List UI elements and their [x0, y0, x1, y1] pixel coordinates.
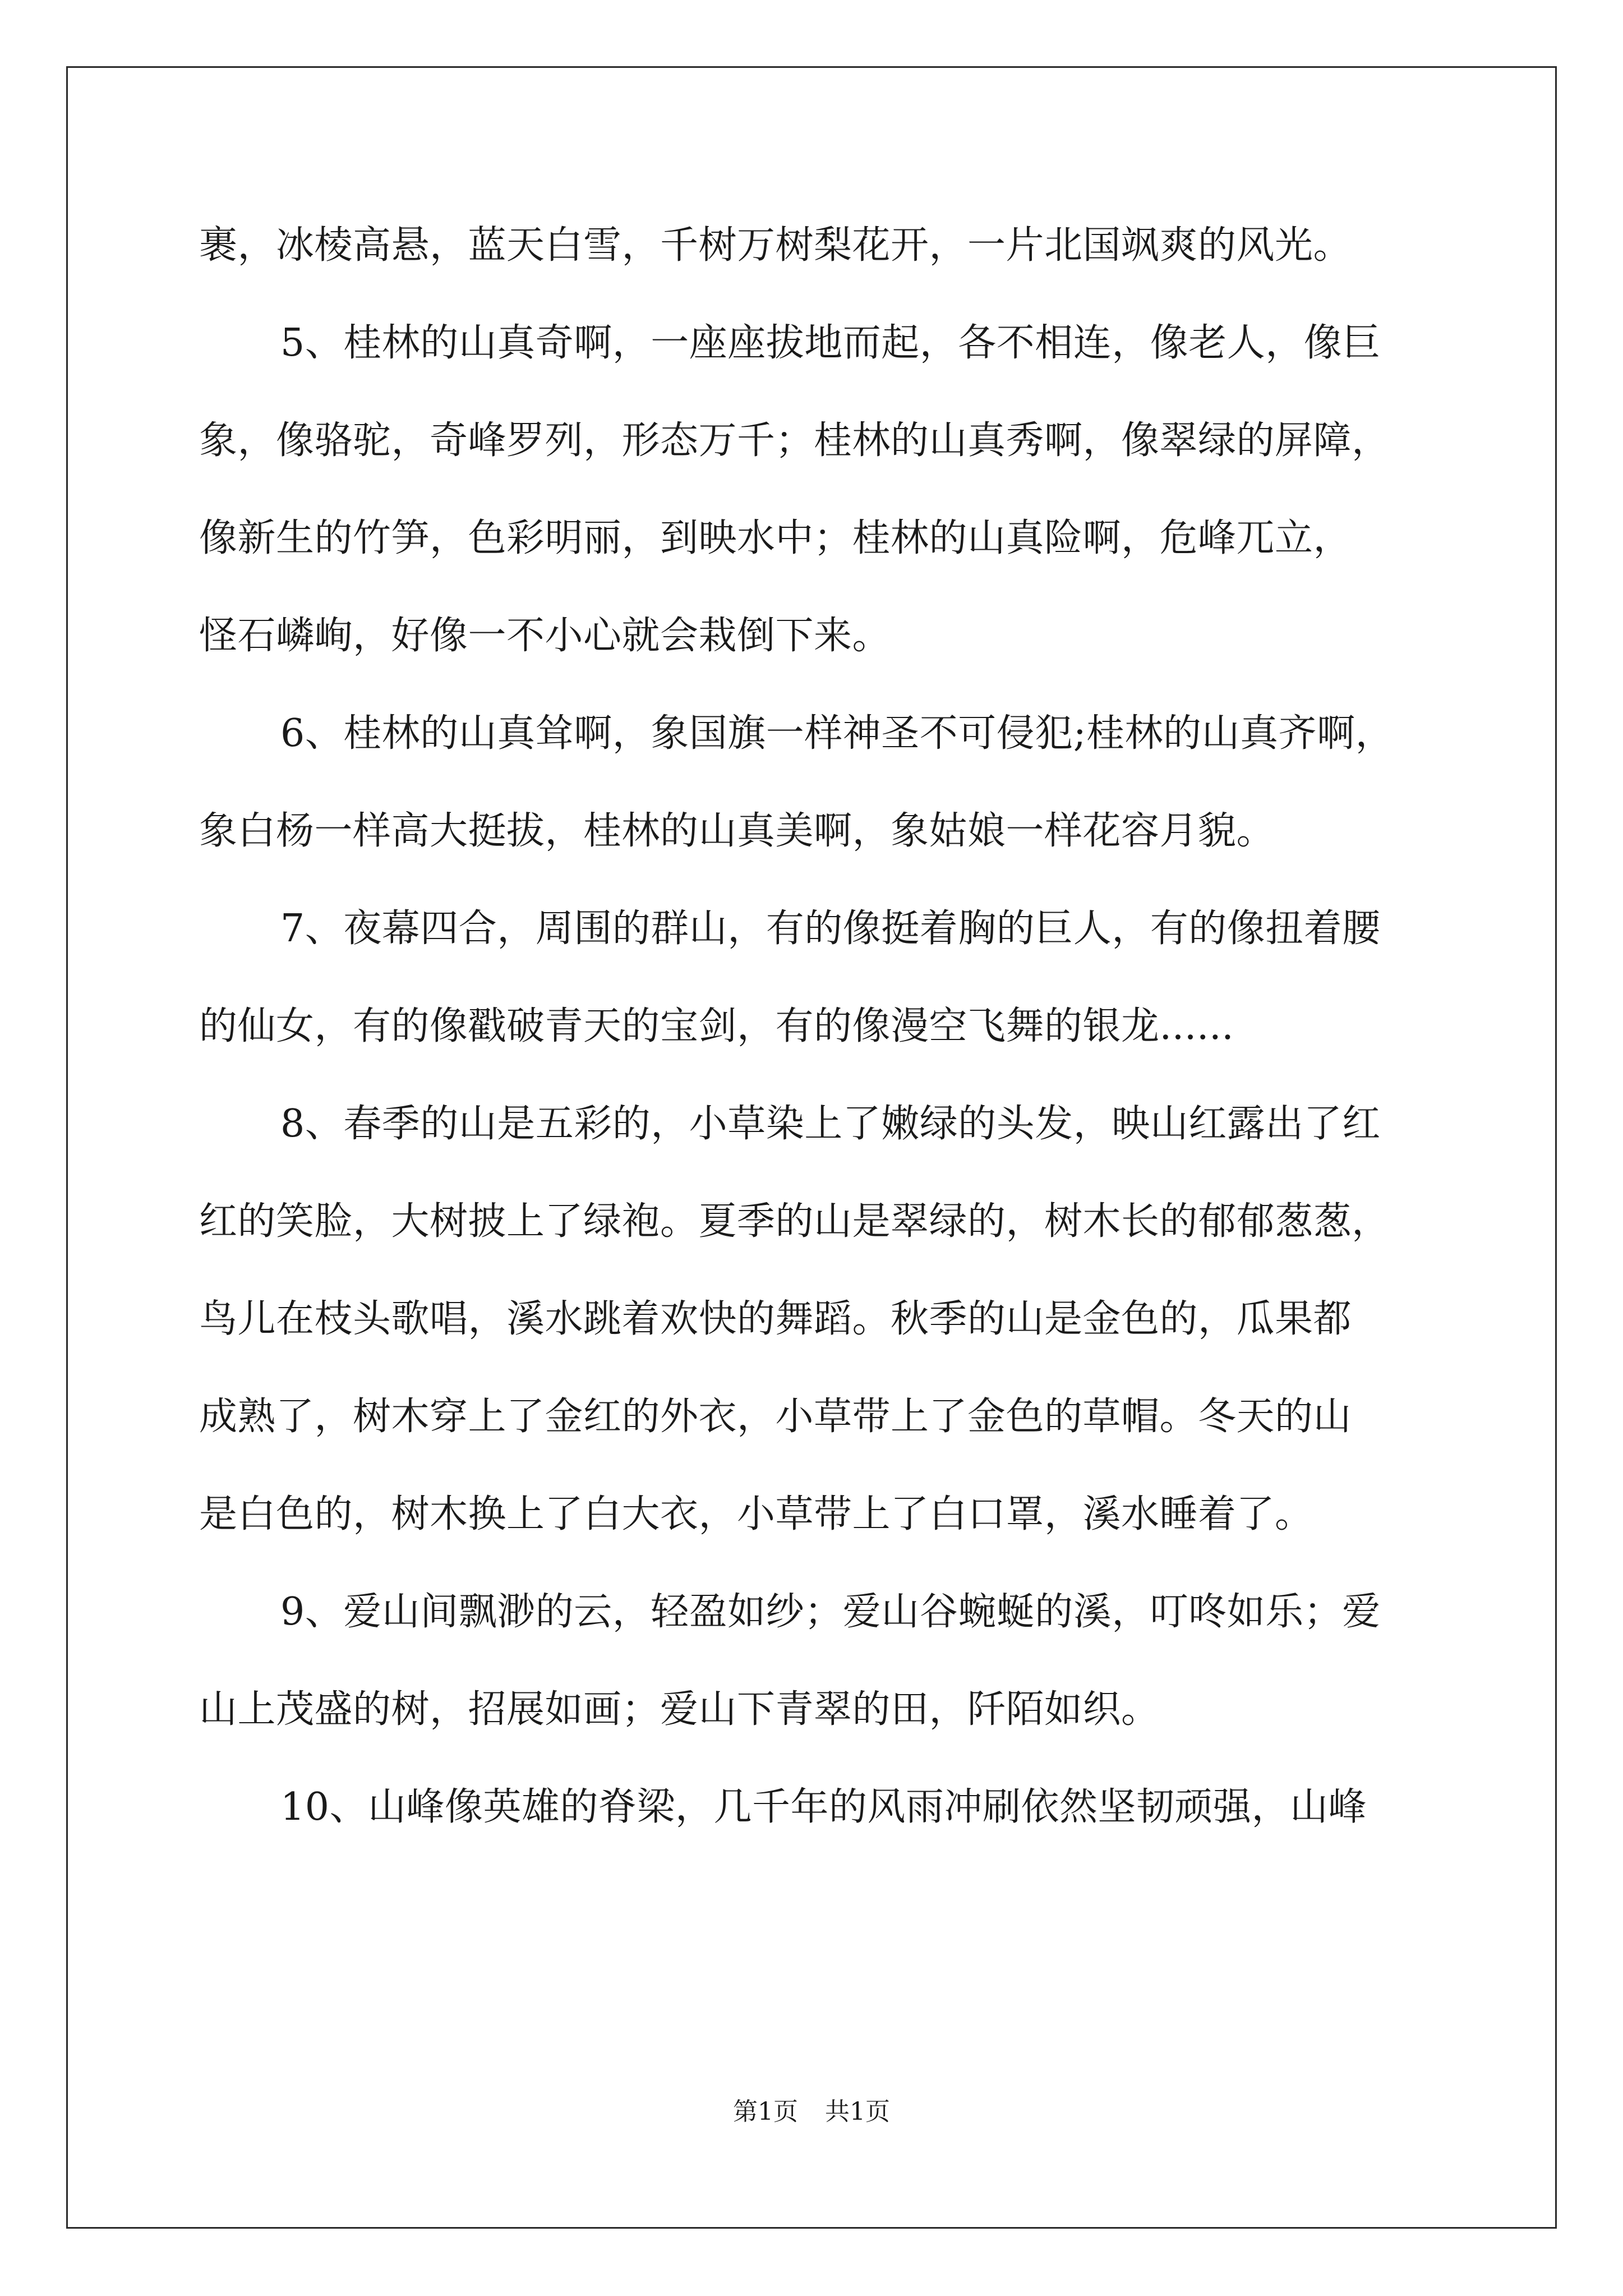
text-line-6: 6、桂林的山真耸啊，象国旗一样神圣不可侵犯;桂林的山真齐啊，	[280, 711, 1394, 756]
text-line-12: 鸟儿在枝头歌唱，溪水跳着欢快的舞蹈。秋季的山是金色的，瓜果都	[199, 1297, 1352, 1341]
text-line-7: 象白杨一样高大挺拔，桂林的山真美啊，象姑娘一样花容月貌。	[199, 809, 1275, 853]
text-line-2: 5、桂林的山真奇啊，一座座拔地而起，各不相连，像老人，像巨	[280, 321, 1381, 365]
document-body	[199, 212, 1427, 1871]
text-line-16: 山上茂盛的树，招展如画；爱山下青翠的田，阡陌如织。	[199, 1687, 1160, 1732]
text-line-3: 象，像骆驼，奇峰罗列，形态万千；桂林的山真秀啊，像翠绿的屏障，	[199, 418, 1390, 463]
text-line-17: 10、山峰像英雄的脊梁，几千年的风雨冲刷依然坚韧顽强，山峰	[280, 1785, 1367, 1829]
text-line-15: 9、爱山间飘渺的云，轻盈如纱；爱山谷蜿蜒的溪，叮咚如乐；爱	[280, 1590, 1381, 1634]
text-line-4: 像新生的竹笋，色彩明丽，到映水中；桂林的山真险啊，危峰兀立，	[199, 516, 1352, 560]
page-footer	[0, 2095, 1623, 2129]
text-line-5: 怪石嶙峋，好像一不小心就会栽倒下来。	[199, 614, 891, 658]
text-line-1: 裹，冰棱高悬，蓝天白雪，千树万树梨花开，一片北国飒爽的风光。	[199, 223, 1352, 268]
page-total: 共1页	[825, 2097, 890, 2126]
text-line-8: 7、夜幕四合，周围的群山，有的像挺着胸的巨人，有的像扭着腰	[280, 907, 1381, 951]
text-line-9: 的仙女，有的像戳破青天的宝剑，有的像漫空飞舞的银龙......	[199, 1004, 1234, 1048]
text-line-14: 是白色的，树木换上了白大衣，小草带上了白口罩，溪水睡着了。	[199, 1492, 1313, 1536]
text-line-13: 成熟了，树木穿上了金红的外衣，小草带上了金色的草帽。冬天的山	[199, 1395, 1352, 1439]
text-line-10: 8、春季的山是五彩的，小草染上了嫩绿的头发，映山红露出了红	[280, 1102, 1381, 1146]
page-number: 第1页	[733, 2097, 798, 2126]
text-line-11: 红的笑脸，大树披上了绿袍。夏季的山是翠绿的，树木长的郁郁葱葱，	[199, 1199, 1390, 1244]
